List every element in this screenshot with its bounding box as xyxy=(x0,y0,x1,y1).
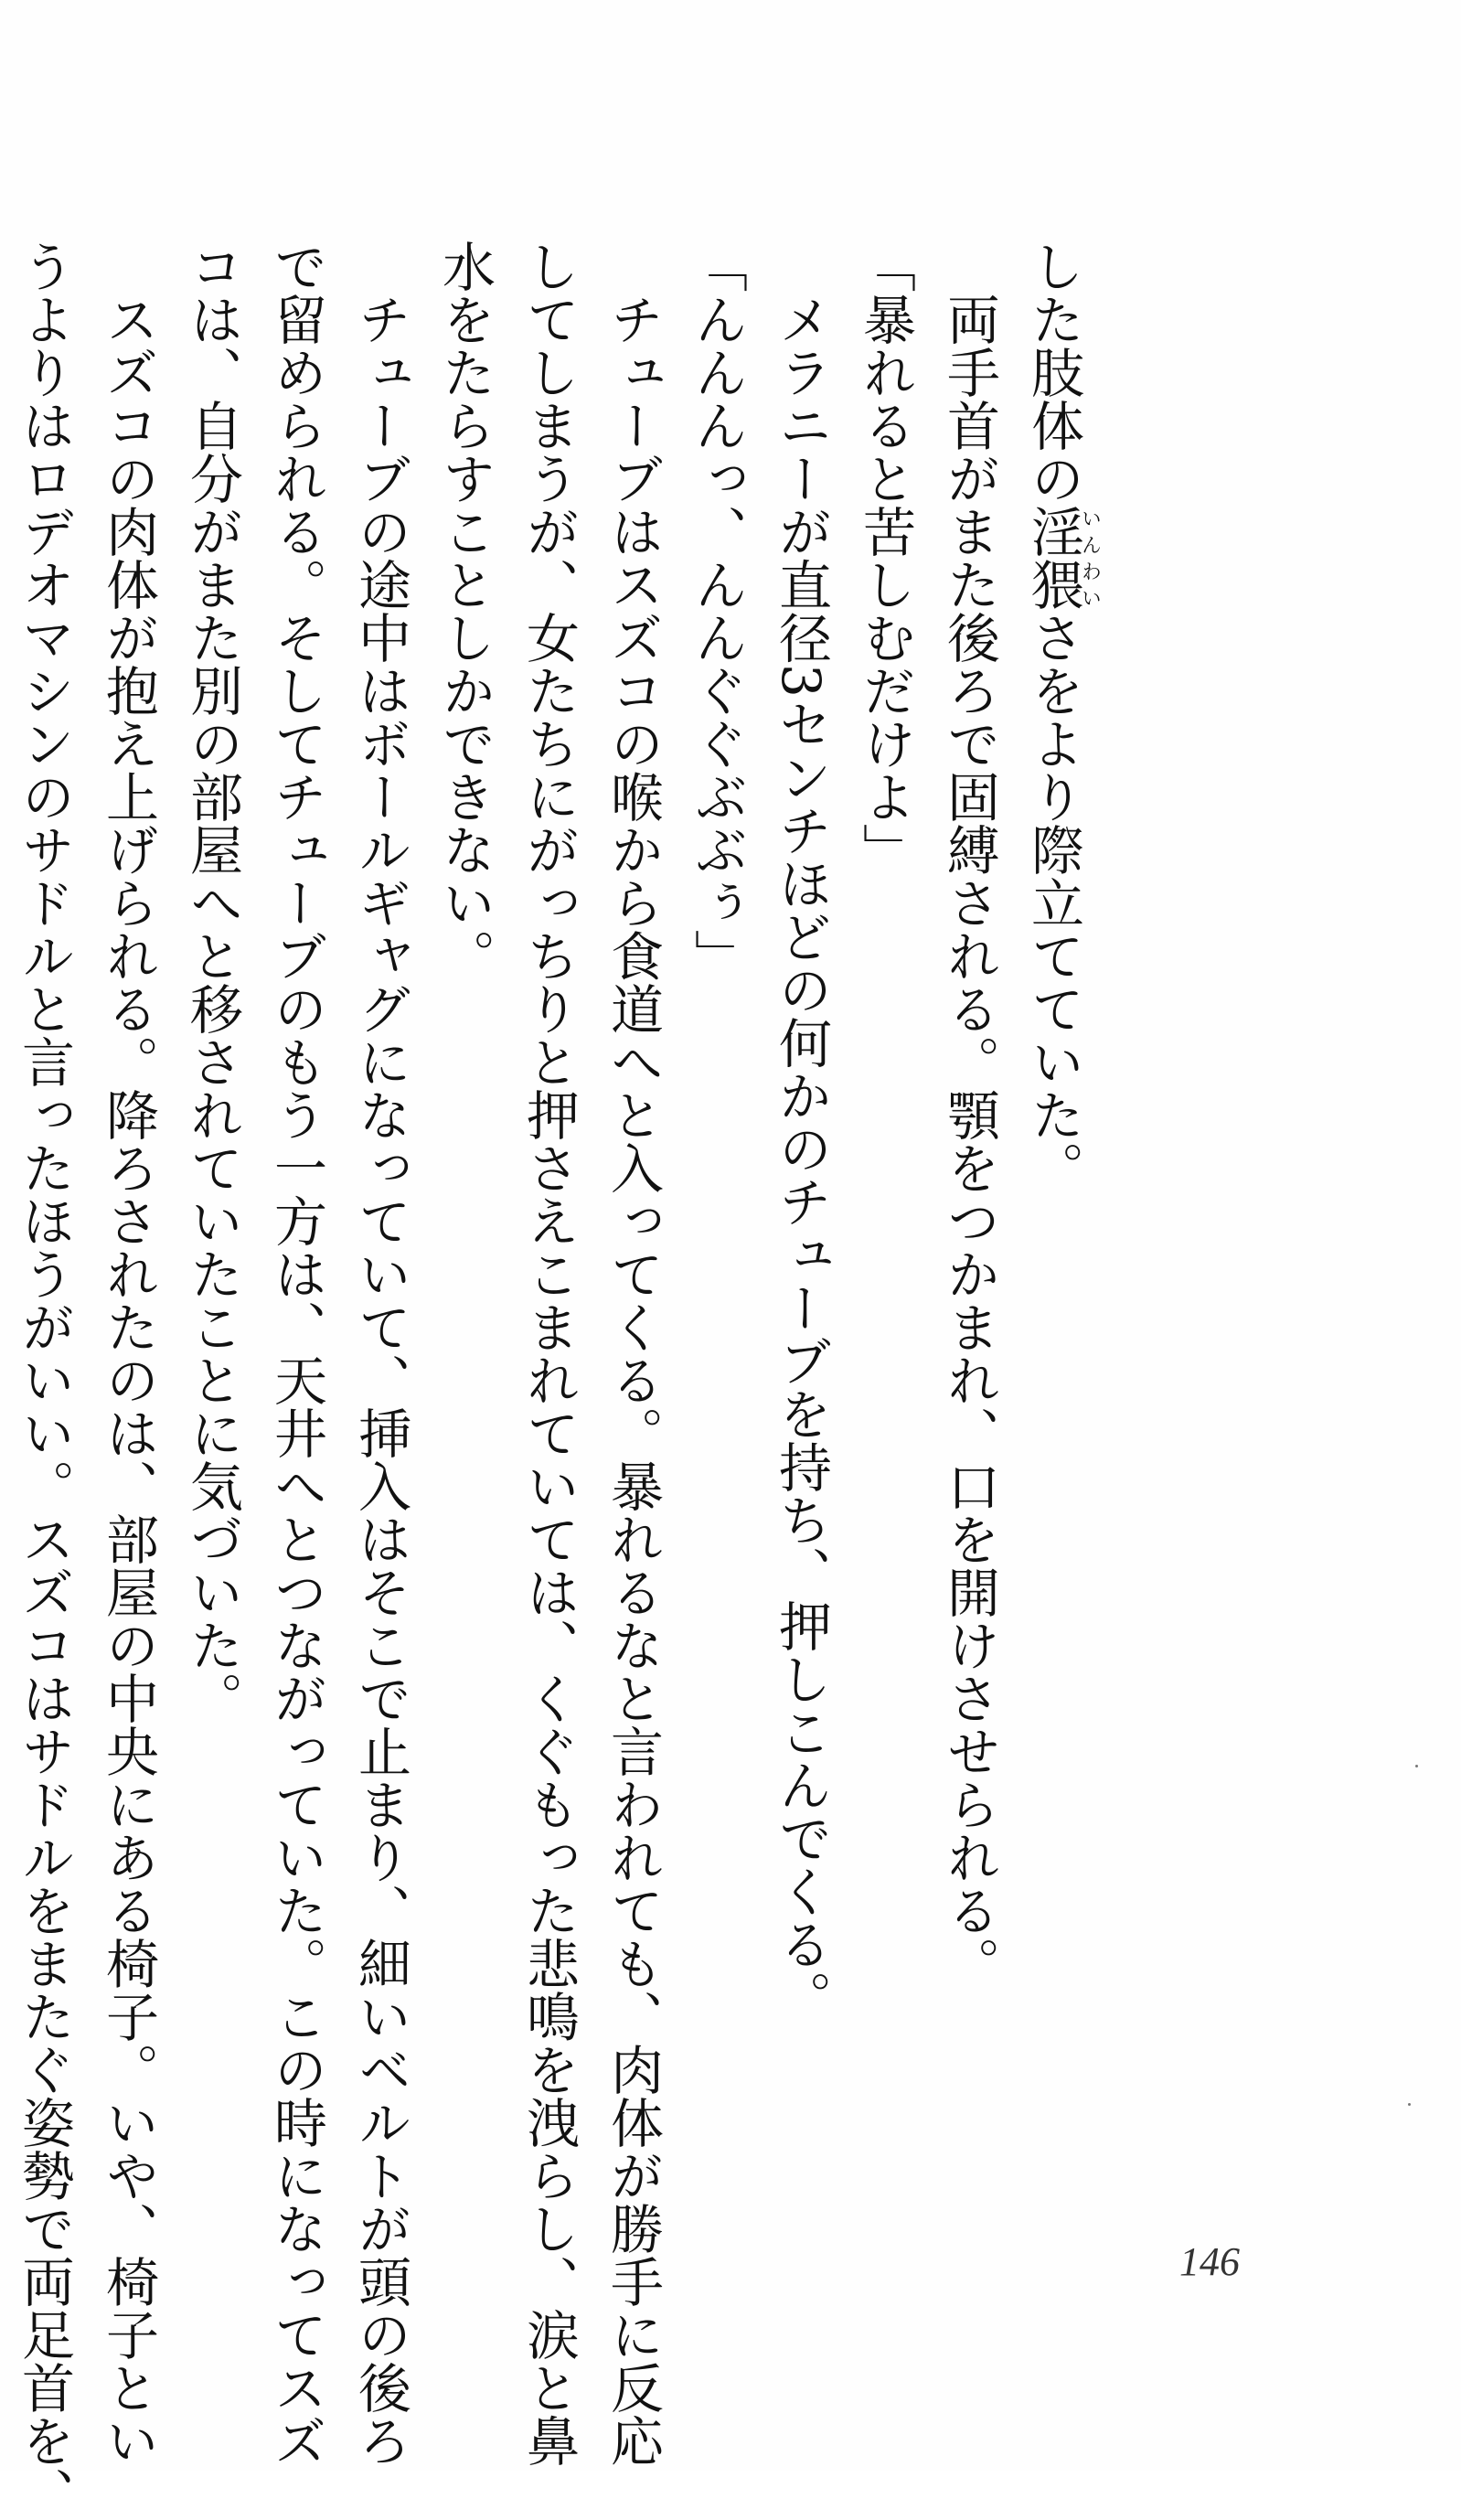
dialogue-line: 「んんんっ、んんぐぐぶぶぅ」 xyxy=(686,240,748,982)
ruby-reading: いんわい xyxy=(1078,505,1102,611)
dialogue-line: 「暴れると苦しむだけよ」 xyxy=(854,240,916,876)
page-number: 146 xyxy=(1179,2239,1240,2284)
text-line: うよりはロデオマシンのサドルと言ったほうがいい。スズコはサドルをまたぐ姿勢で両足首を、 xyxy=(13,240,75,2520)
text-fragment: さをより際立てていた。 xyxy=(1022,611,1084,1194)
text-line: チューブはスズコの喉から食道へと入ってくる。暴れるなと言われても、肉体が勝手に反応 xyxy=(602,293,664,2467)
text-line: で留められる。そしてチューブのもう一方は、天井へとつながっていた。この時になってスズ xyxy=(265,240,327,2467)
text-line: してしまうが、女たちにがっちりと押さえこまれていては、くぐもった悲鳴を洩らし、涙と鼻 xyxy=(517,240,580,2467)
scan-speck xyxy=(1408,2103,1411,2106)
scan-speck xyxy=(1415,1765,1418,1767)
text-line: 水をたらすことしかできない。 xyxy=(433,240,496,982)
text-line: コは、自分がまた別の部屋へと移されていたことに気づいた。 xyxy=(181,240,243,1724)
text-fragment: した肢体の xyxy=(1022,240,1084,505)
text-line xyxy=(1011,240,1100,2087)
vertical-text-block xyxy=(13,240,1102,2520)
text-line: スズコの肉体が抱え上げられる。降ろされたのは、部屋の中央にある椅子。いや、椅子とい xyxy=(97,293,159,2467)
ruby-base: 淫猥 xyxy=(1022,505,1084,611)
text-line: 両手首がまた後ろで固縛される。顎をつかまれ、口を開けさせられる。 xyxy=(938,293,1000,1990)
ruby-annotation xyxy=(1022,505,1102,611)
text-line: メラニーが直径3センチほどの何かのチューブを持ち、押しこんでくる。 xyxy=(770,293,832,2023)
text-line: チューブの途中はボールギャグになっていて、挿入はそこで止まり、細いベルトが頭の後ろ xyxy=(349,293,411,2467)
